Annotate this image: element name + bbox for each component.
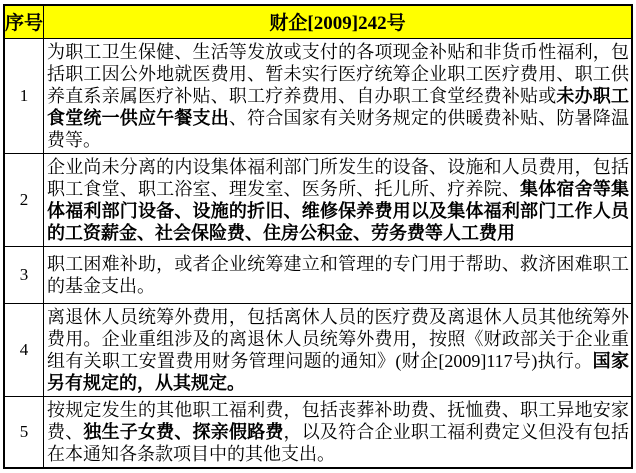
row-content-text: [44, 39, 633, 154]
row-content-text: [44, 154, 633, 247]
row-serial-number: 1: [4, 39, 44, 154]
header-serial-number: 序号: [4, 5, 44, 39]
header-document-number: 财企[2009]242号: [44, 5, 633, 39]
content-segment-bold: 国家另有规定的，从其规定。: [47, 351, 630, 393]
content-segment: 离退休人员统筹外费用，包括离休人员的医疗费及离退休人员其他统筹外费用。企业重组涉及的离退休人员统筹外费用，按照《财政部关于企业重组有关职工安置费用财务管理问题的通知》(财企[2009]117号)执行。: [47, 307, 629, 371]
table-row: [4, 304, 632, 397]
row-content-text: [44, 247, 633, 304]
row-serial-number: 4: [4, 304, 44, 397]
row-serial-number: 2: [4, 154, 44, 247]
content-segment-bold: 独生子女费、探亲假路费: [83, 422, 284, 442]
row-serial-number: 5: [4, 397, 44, 469]
table-row: [4, 397, 632, 469]
table-row: [4, 247, 632, 304]
table-row: [4, 39, 632, 154]
content-segment-bold: 集体宿舍等集体福利部门设备、设施的折旧、维修保养费用以及集体福利部门工作人员的工资薪金、社会保险费、住房公积金、劳务费等人工费用: [47, 179, 629, 243]
content-segment-bold: 未办职工食堂统一供应午餐支出: [47, 86, 630, 128]
row-content-text: [44, 304, 633, 397]
content-segment: 企业尚未分离的内设集体福利部门所发生的设备、设施和人员费用，包括职工食堂、职工浴室、理发室、医务所、托儿所、疗养院、: [47, 157, 629, 199]
row-serial-number: 3: [4, 247, 44, 304]
welfare-fee-table: [3, 4, 633, 469]
content-segment: 为职工卫生保健、生活等发放或支付的各项现金补贴和非货币性福利，包括职工因公外地就医费用、暂未实行医疗统筹企业职工医疗费用、职工供养直系亲属医疗补贴、职工疗养费用、自办职工食堂经费补贴或: [47, 42, 629, 106]
content-segment: ，以及符合企业职工福利费定义但没有包括在本通知各条款项目中的其他支出。: [47, 422, 630, 464]
content-segment: 职工困难补助，或者企业统筹建立和管理的专门用于帮助、救济困难职工的基金支出。: [47, 254, 629, 296]
content-segment: 按规定发生的其他职工福利费，包括丧葬补助费、抚恤费、职工异地安家费、: [47, 400, 629, 442]
row-content-text: [44, 397, 633, 469]
content-segment: 、符合国家有关财务规定的供暖费补贴、防暑降温费等。: [47, 108, 629, 150]
table-row: [4, 154, 632, 247]
table-header-row: [4, 5, 632, 39]
